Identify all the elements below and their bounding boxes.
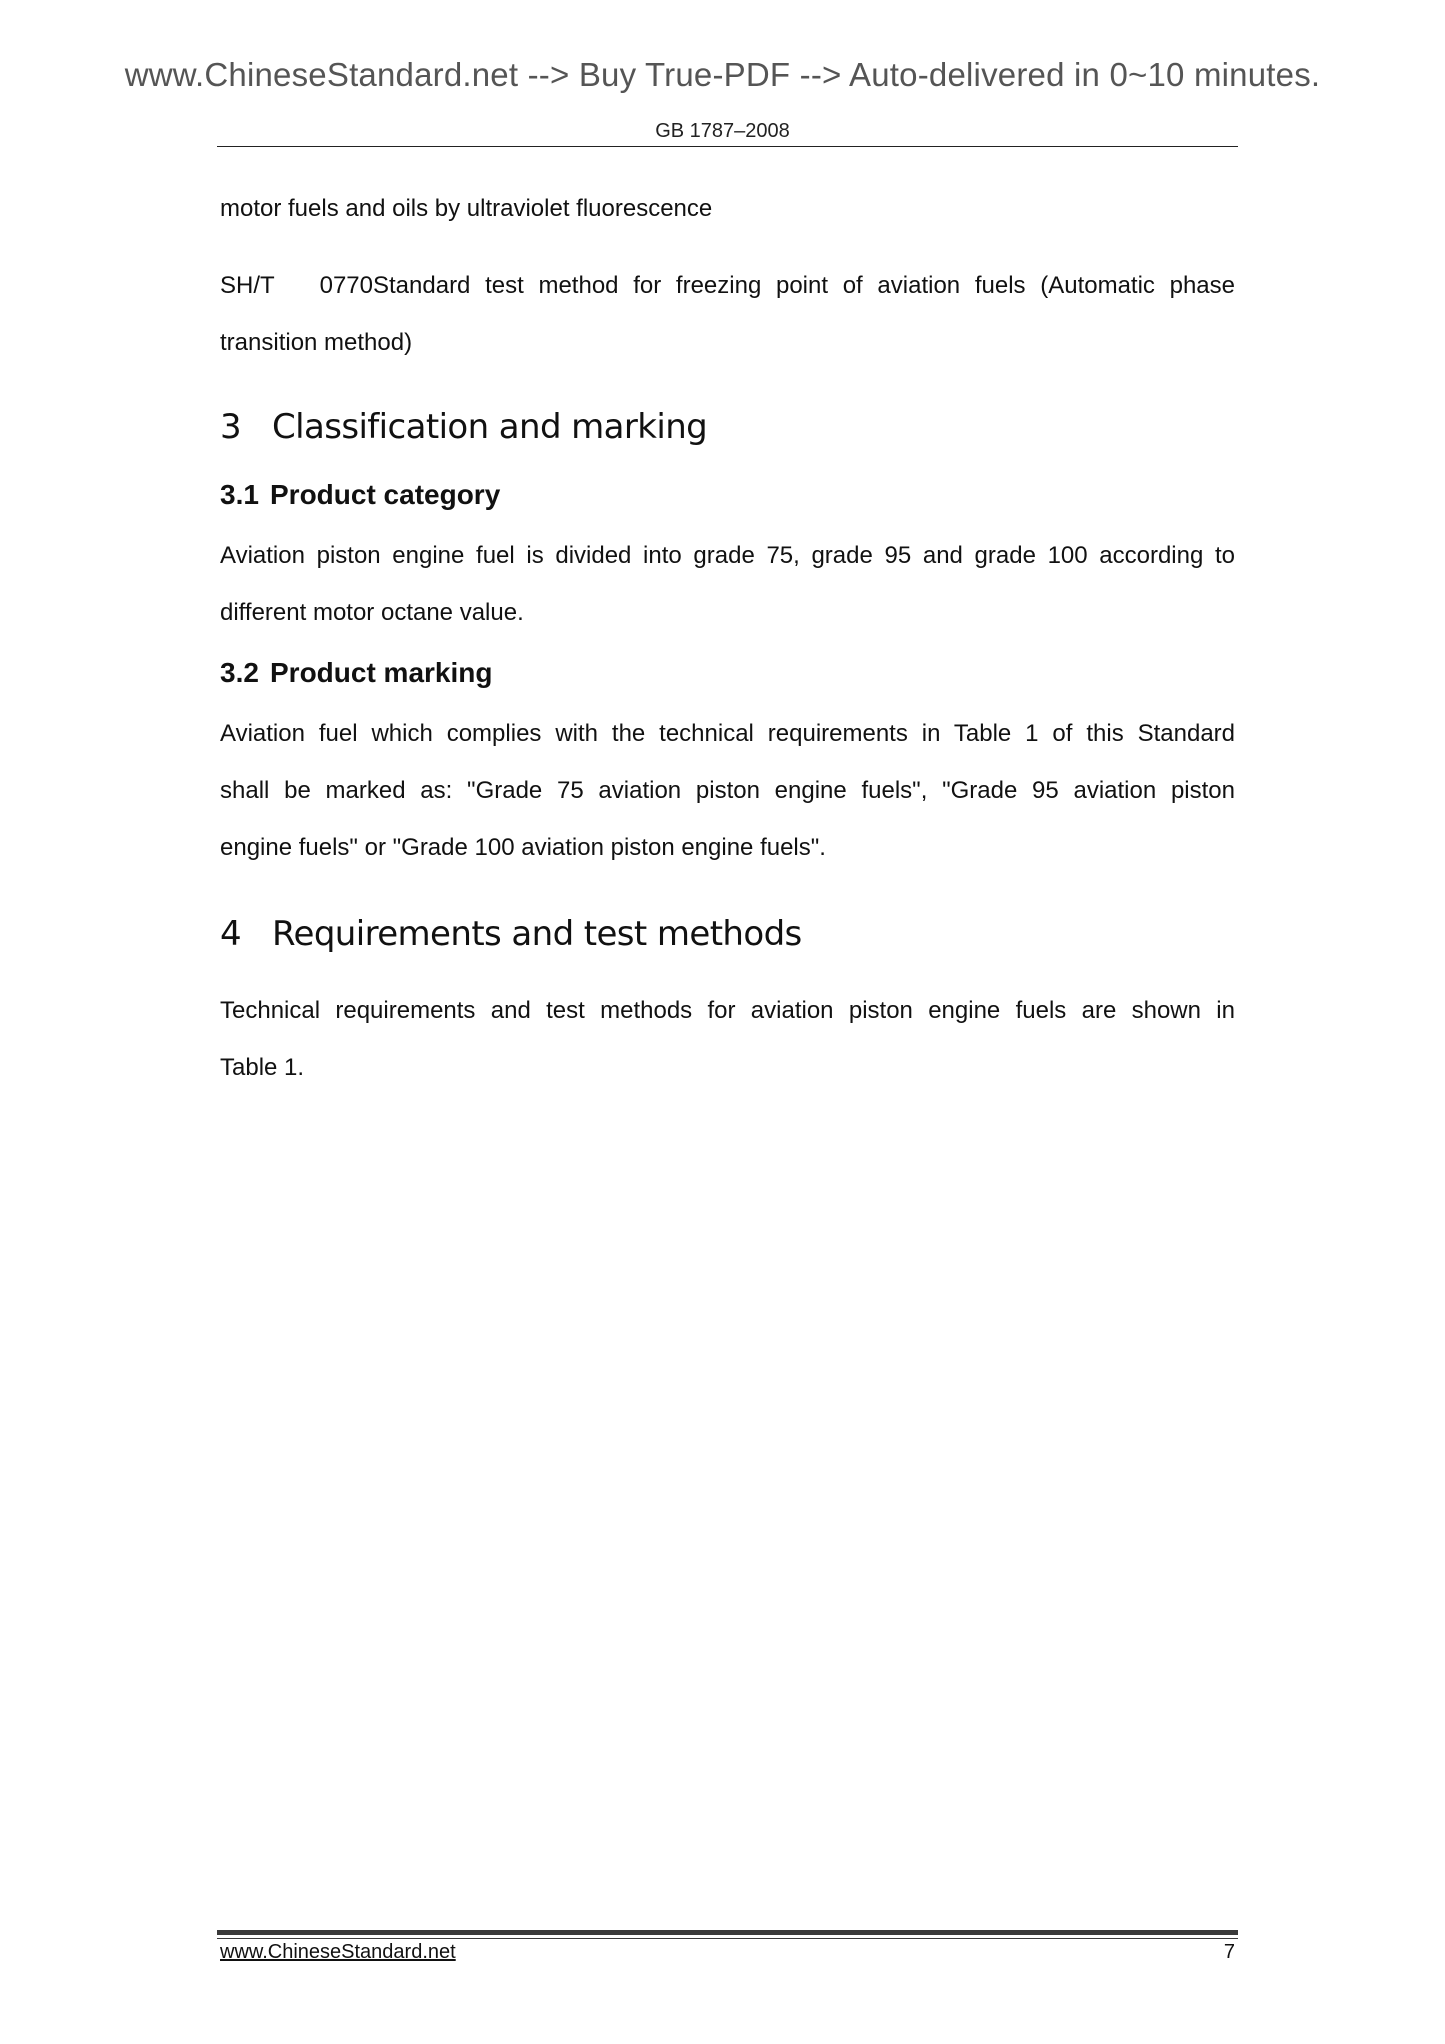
section-3-2-line2: shall be marked as: "Grade 75 aviation piston engine fuels", "Grade 95 aviation piston (220, 777, 1235, 804)
section-4-title: Requirements and test methods (272, 914, 802, 954)
reference-title-line1: Standard test method for freezing point of aviation fuels (Automatic phase (373, 272, 1235, 299)
section-3-title: Classification and marking (272, 407, 708, 447)
section-4-number: 4 (220, 914, 242, 954)
section-4-heading (220, 912, 1235, 956)
continuation-text: motor fuels and oils by ultraviolet fluorescence (220, 195, 713, 222)
section-3-1-heading (220, 475, 1235, 515)
reference-code: SH/T 0770 (220, 272, 373, 299)
footer-rule-thick (217, 1930, 1238, 1935)
section-3-2-title: Product marking (270, 657, 493, 688)
page-number: 7 (1223, 1941, 1235, 1963)
footer-rule-thin (217, 1938, 1238, 1939)
reference-title-line2: transition method) (220, 329, 413, 356)
section-3-number: 3 (220, 407, 242, 447)
section-3-2-line1: Aviation fuel which complies with the technical requirements in Table 1 of this Standard (220, 720, 1235, 747)
standard-code-header: GB 1787–2008 (655, 120, 790, 142)
section-3-1-number: 3.1 (220, 479, 259, 510)
section-3-2-number: 3.2 (220, 657, 259, 688)
page-content (220, 180, 1235, 1096)
reference-sh-t-0770 (220, 257, 1235, 314)
section-3-1-line2: different motor octane value. (220, 599, 524, 626)
section-3-heading (220, 405, 1235, 449)
top-banner: www.ChineseStandard.net --> Buy True-PDF --> Auto-delivered in 0~10 minutes. (124, 56, 1321, 93)
section-3-1-line1: Aviation piston engine fuel is divided into grade 75, grade 95 and grade 100 according to (220, 542, 1235, 569)
section-3-1-title: Product category (270, 479, 501, 510)
section-4-line2: Table 1. (220, 1054, 305, 1081)
section-3-2-heading (220, 653, 1235, 693)
footer-website-link[interactable]: www.ChineseStandard.net (220, 1941, 456, 1963)
header-rule (217, 146, 1238, 147)
section-3-2-line3: engine fuels" or "Grade 100 aviation piston engine fuels". (220, 834, 826, 861)
section-4-line1: Technical requirements and test methods for aviation piston engine fuels are shown in (220, 997, 1235, 1024)
